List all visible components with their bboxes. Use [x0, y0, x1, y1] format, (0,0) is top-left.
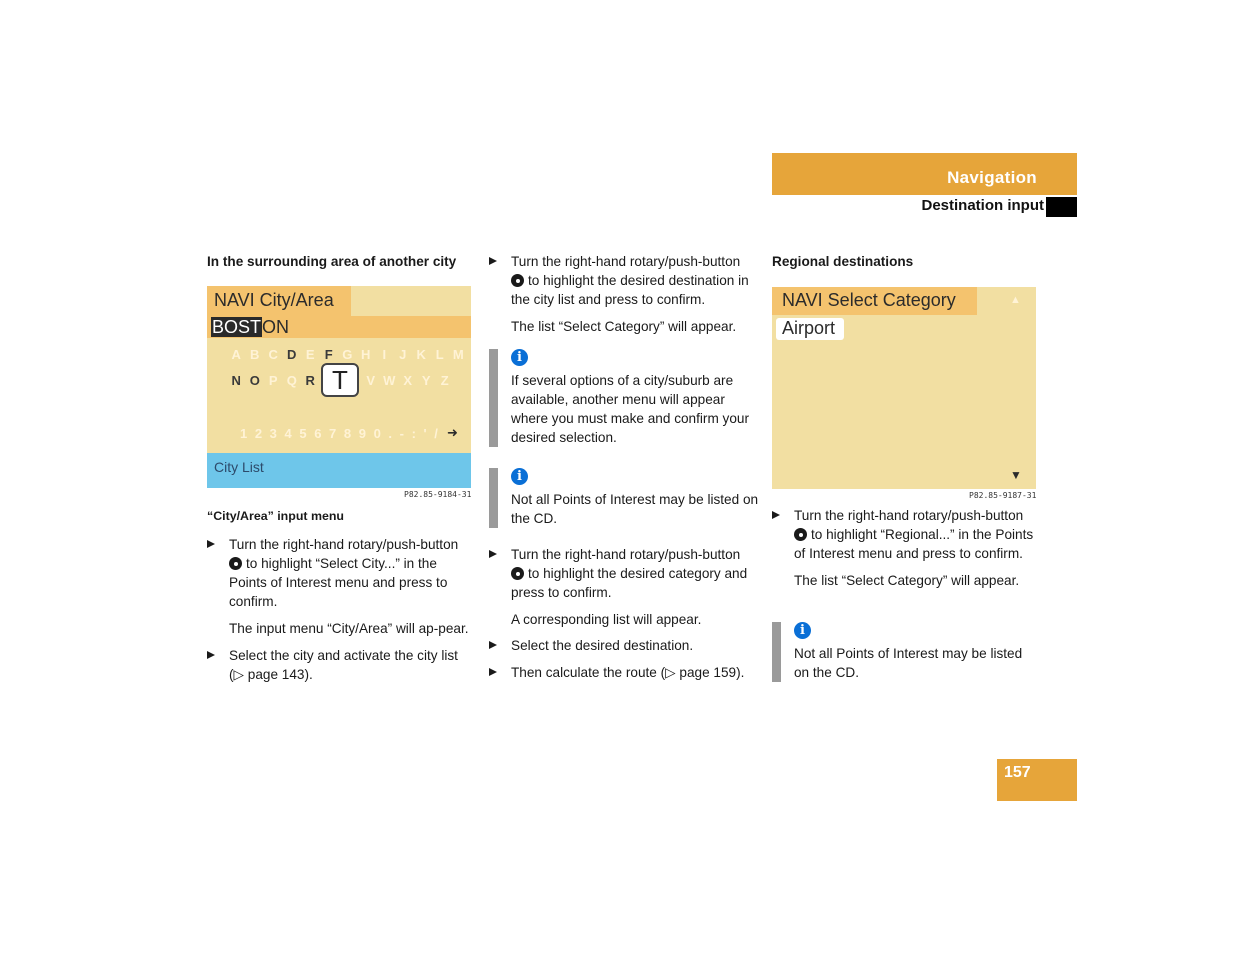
scroll-up-icon: ▲ — [1010, 294, 1021, 306]
arrow-right-icon: ➜ — [447, 425, 458, 440]
city-area-screen — [207, 286, 471, 488]
letter: Z — [440, 373, 449, 388]
header-band — [772, 153, 1077, 195]
letter: B — [250, 347, 260, 362]
select-category-screen — [772, 287, 1036, 489]
step-text-cont: to highlight “Regional...” in the Points of Interest menu and press to confirm. — [794, 527, 1034, 561]
heading-regional: Regional destinations — [772, 254, 914, 269]
info-text: If several options of a city/suburb are available, another menu will appear where you must make and confirm your desired selection. — [511, 373, 749, 445]
rotary-knob-icon — [511, 274, 524, 287]
bullet-icon — [489, 550, 497, 558]
column-middle-lower — [489, 545, 759, 682]
rotary-knob-icon — [794, 528, 807, 541]
step-text: Select the desired destination. — [511, 638, 694, 653]
city-list-bar — [207, 453, 471, 488]
category-item: Airport — [782, 318, 836, 338]
step-text-cont: to highlight the desired destination in the city list and press to confirm. — [511, 273, 749, 307]
letter: W — [383, 373, 396, 388]
section-title: Navigation — [947, 168, 1037, 187]
info-note-1 — [489, 349, 759, 447]
city-list-label: City List — [214, 459, 264, 475]
letter: D — [287, 347, 297, 362]
step-2 — [489, 545, 759, 602]
step-4 — [489, 663, 759, 682]
letter: H — [361, 347, 371, 362]
rotary-knob-icon — [229, 557, 242, 570]
step-1 — [207, 535, 473, 611]
letter: F — [324, 347, 333, 362]
step-1 — [772, 506, 1038, 563]
step-text-cont: to highlight the desired category and press to confirm. — [511, 566, 748, 600]
letter: G — [342, 347, 353, 362]
page-number-box — [997, 759, 1077, 801]
column-middle — [489, 252, 759, 336]
step-text: Then calculate the route (▷ page 159). — [511, 665, 745, 680]
picture-reference-2: P82.85-9187-31 — [969, 491, 1037, 500]
step-text: Turn the right-hand rotary/push-button — [794, 508, 1024, 523]
scroll-down-icon: ▼ — [1010, 468, 1022, 482]
letter: O — [249, 373, 260, 388]
letter: L — [435, 347, 444, 362]
letter: I — [382, 347, 387, 362]
header-marker — [1046, 197, 1077, 217]
bullet-icon — [489, 668, 497, 676]
screen-title: NAVI Select Category — [782, 290, 956, 310]
letter: E — [305, 347, 315, 362]
info-text: Not all Points of Interest may be listed on the CD. — [511, 492, 759, 526]
step-text-cont: to highlight “Select City...” in the Points of Interest menu and press to confirm. — [229, 556, 448, 609]
digits-row: 1 2 3 4 5 6 7 8 9 0 . - : ' / — [240, 426, 440, 441]
heading-surrounding-area: In the surrounding area of another city — [207, 254, 457, 269]
info-icon: i — [794, 622, 811, 639]
letter: J — [399, 347, 407, 362]
letter: V — [366, 373, 376, 388]
entry-rest: ON — [262, 317, 290, 337]
bullet-icon — [489, 257, 497, 265]
info-text: Not all Points of Interest may be listed on the CD. — [794, 646, 1023, 680]
bullet-icon — [489, 641, 497, 649]
letters-row-1 — [227, 347, 468, 362]
entry-field — [211, 317, 289, 338]
step-1 — [489, 252, 759, 309]
letter: X — [403, 373, 413, 388]
step-text: Select the city and activate the city list (▷ page 143). — [229, 648, 458, 682]
step-3 — [489, 636, 759, 655]
info-icon: i — [511, 349, 528, 366]
bullet-icon — [207, 540, 215, 548]
column-right-text — [772, 506, 1038, 590]
result-1: The list “Select Category” will appear. — [794, 573, 1020, 588]
page-number: 157 — [1004, 764, 1031, 781]
letter: N — [231, 373, 241, 388]
step-text: Turn the right-hand rotary/push-button — [511, 254, 741, 269]
screen-title: NAVI City/Area — [214, 290, 334, 310]
step-text: Turn the right-hand rotary/push-button — [511, 547, 741, 562]
letter: Q — [286, 373, 297, 388]
info-note-2 — [489, 468, 759, 528]
result-1: The list “Select Category” will appear. — [511, 319, 737, 334]
bullet-icon — [772, 511, 780, 519]
letter: M — [452, 347, 464, 362]
entry-highlight: BOST — [212, 317, 262, 337]
result-2: A corresponding list will appear. — [511, 612, 702, 627]
column-left — [207, 252, 473, 271]
letter: A — [231, 347, 241, 362]
step-2 — [207, 646, 473, 684]
bullet-icon — [207, 651, 215, 659]
step-text: Turn the right-hand rotary/push-button — [229, 537, 459, 552]
info-icon: i — [511, 468, 528, 485]
subsection-title: Destination input — [921, 197, 1044, 214]
letter: R — [305, 373, 315, 388]
letter: P — [268, 373, 278, 388]
info-note-3 — [772, 622, 1038, 682]
column-right — [772, 252, 1038, 271]
selected-letter-box: T — [321, 363, 359, 397]
picture-reference-1: P82.85-9184-31 — [404, 490, 472, 499]
letter: C — [268, 347, 278, 362]
column-left-text — [207, 507, 473, 684]
letter: Y — [421, 373, 431, 388]
letter: K — [416, 347, 426, 362]
rotary-knob-icon — [511, 567, 524, 580]
figure-caption: “City/Area” input menu — [207, 509, 344, 523]
result-1: The input menu “City/Area” will ap-pear. — [229, 621, 469, 636]
